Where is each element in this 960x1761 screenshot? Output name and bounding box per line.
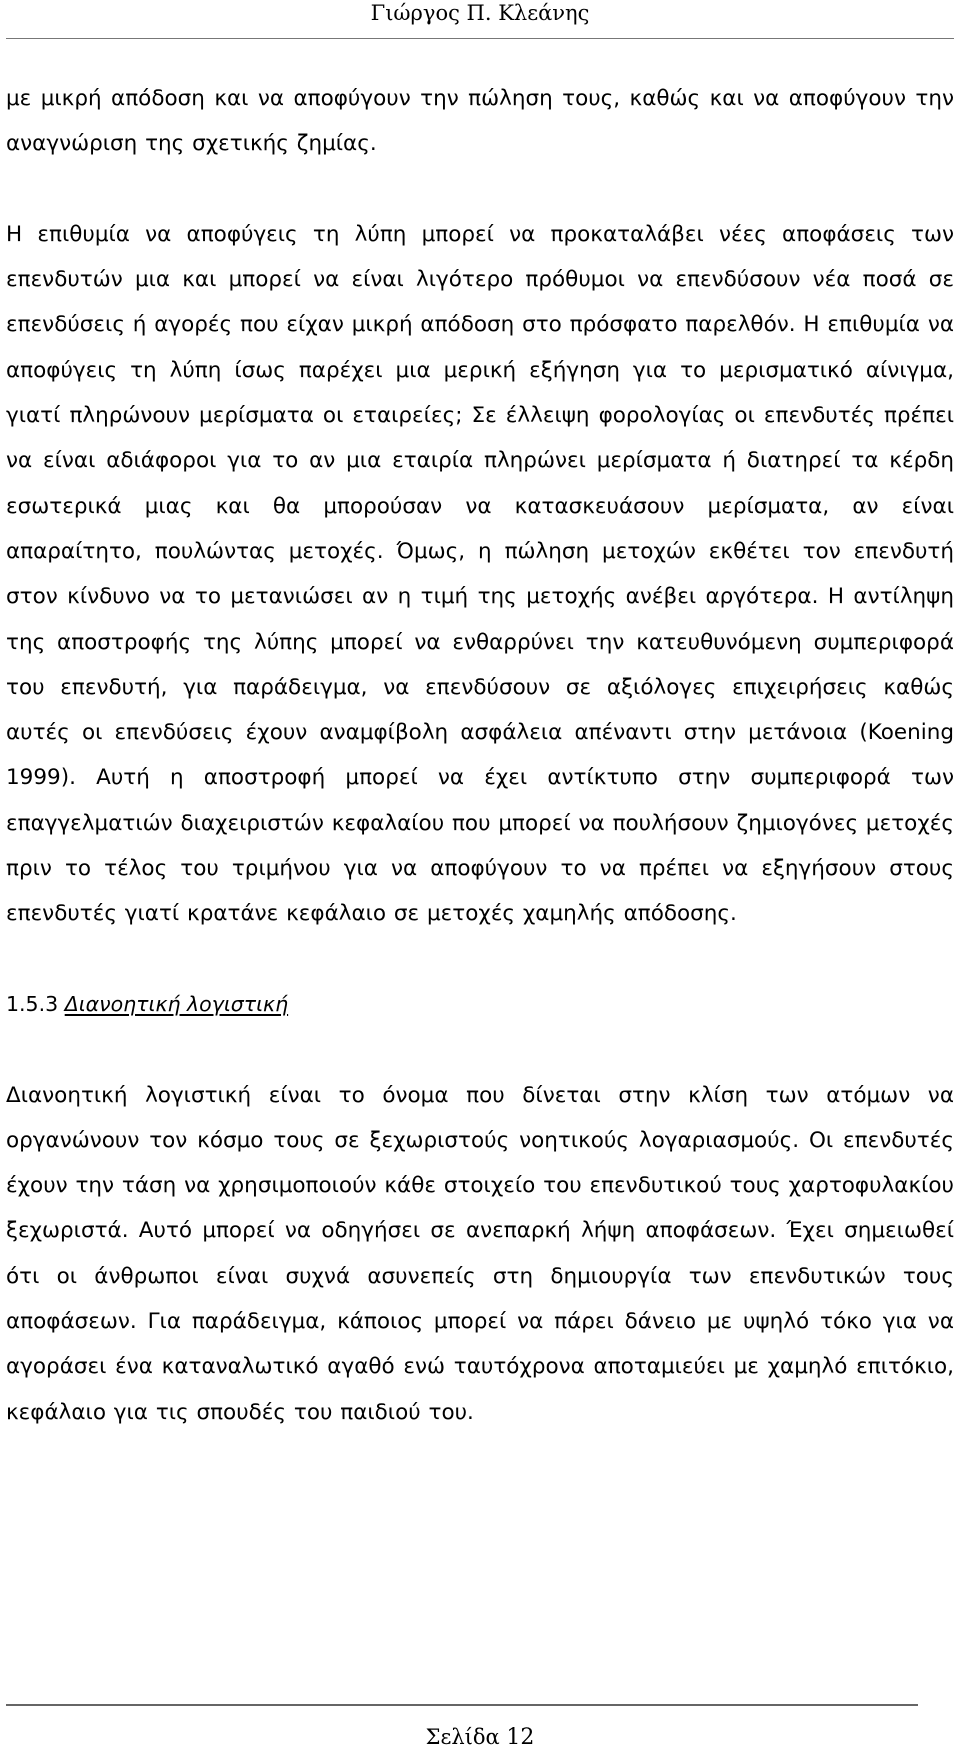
body-paragraph: Διανοητική λογιστική είναι το όνομα που δίνεται στην κλίση των ατόμων να οργανώνουν τον κόσμο τους σε ξεχωριστούς νοητικούς λογαριασμούς. Οι επενδυτές έχουν την τάση να χρησιμοποιούν κάθε στοιχείο του επενδυτικού τους χαρτοφυλακίου ξεχωριστά. Αυτό μπορεί να οδηγήσει σε ανεπαρκή λήψη αποφάσεων. Έχει σημειωθεί ότι οι άνθρωποι είναι συχνά ασυνεπείς στη δημιουργία των επενδυτικών τους αποφάσεων. Για παράδειγμα, κάποιος μπορεί να πάρει δάνειο με υψηλό τόκο για να αγοράσει ένα καταναλωτικό αγαθό ενώ ταυτόχρονα αποταμιεύει με χαμηλό επιτόκιο, κεφάλαιο για τις σπουδές του παιδιού του. <box>6 1082 954 1425</box>
body-paragraph: με μικρή απόδοση και να αποφύγουν την πώληση τους, καθώς και να αποφύγουν την αναγνώριση της σχετικής ζημίας. <box>6 86 954 157</box>
document-body <box>6 76 954 1435</box>
page-number-line <box>0 1722 960 1753</box>
running-header-author: Γιώργος Π. Κλεάνης <box>370 1 590 25</box>
footer-divider <box>6 1704 918 1706</box>
section-number: 1.5.3 <box>6 991 59 1016</box>
page-footer <box>0 1700 960 1761</box>
page-header <box>0 0 960 44</box>
body-paragraph: Η επιθυμία να αποφύγεις τη λύπη μπορεί να προκαταλάβει νέες αποφάσεις των επενδυτών μια και μπορεί να είναι λιγότερο πρόθυμοι να επενδύσουν νέα ποσά σε επενδύσεις ή αγορές που είχαν μικρή απόδοση στο πρόσφατο παρελθόν. Η επιθυμία να αποφύγεις τη λύπη ίσως παρέχει μια μερική εξήγηση για το μερισματικό αίνιγμα, γιατί πληρώνουν μερίσματα οι εταιρείες; Σε έλλειψη φορολογίας οι επενδυτές πρέπει να είναι αδιάφοροι για το αν μια εταιρία πληρώνει μερίσματα ή διατηρεί τα κέρδη εσωτερικά μιας και θα μπορούσαν να κατασκευάσουν μερίσματα, αν είναι απαραίτητο, πουλώντας μετοχές. Όμως, η πώληση μετοχών εκθέτει τον επενδυτή στον κίνδυνο να το μετανιώσει αν η τιμή της μετοχής ανέβει αργότερα. Η αντίληψη της αποστροφής της λύπης μπορεί να ενθαρρύνει την κατευθυνόμενη συμπεριφορά του επενδυτή, για παράδειγμα, να επενδύσουν σε αξιόλογες επιχειρήσεις καθώς αυτές οι επενδύσεις έχουν αναμφίβολη ασφάλεια απέναντι στην μετάνοια (Koening 1999). Αυτή η αποστροφή μπορεί να έχει αντίκτυπο στην συμπεριφορά των επαγγελματιών διαχειριστών κεφαλαίου που μπορεί να πουλήσουν ζημιογόνες μετοχές πριν το τέλος του τριμήνου για να αποφύγουν το να πρέπει να εξηγήσουν στους επενδυτές γιατί κρατάνε κεφάλαιο σε μετοχές χαμηλής απόδοσης. <box>6 221 954 927</box>
section-title: Διανοητική λογιστική <box>64 991 289 1016</box>
page-label: Σελίδα <box>425 1725 500 1749</box>
section-heading <box>6 982 954 1027</box>
page-number: 12 <box>506 1725 535 1750</box>
header-divider <box>6 38 954 39</box>
